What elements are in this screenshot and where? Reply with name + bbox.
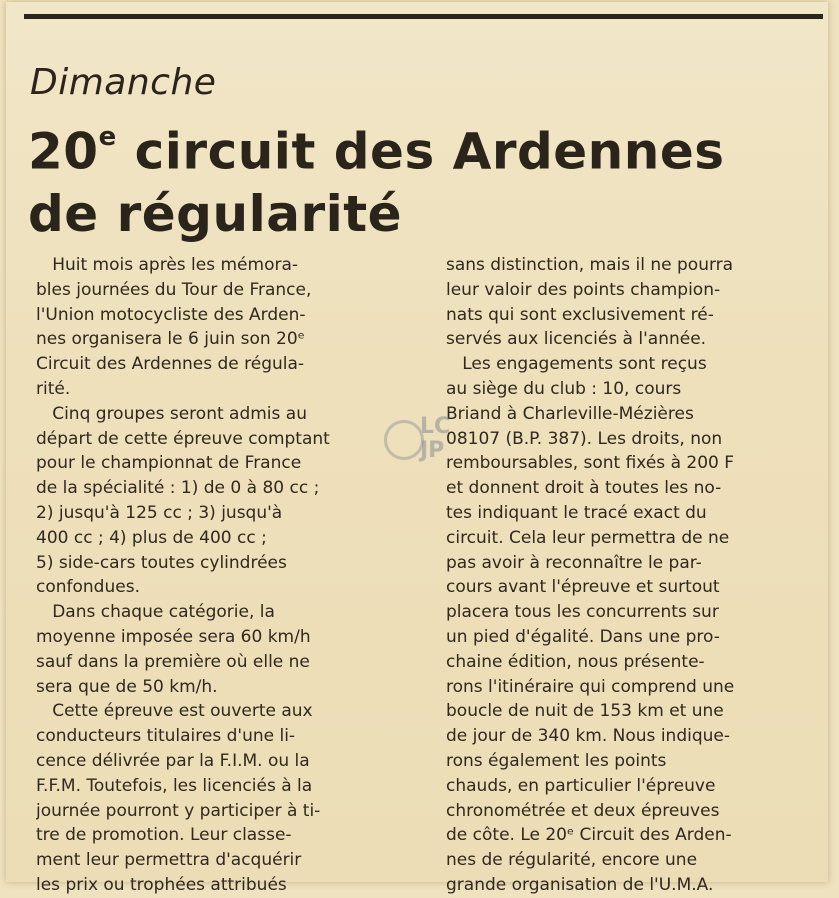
text-line: tre de promotion. Leur classe-: [36, 825, 292, 846]
text-line: F.F.M. Toutefois, les licenciés à la: [36, 775, 313, 796]
text-line: Circuit des Ardennes de régula-: [36, 354, 305, 375]
text-line: grande organisation de l'U.M.A.: [446, 874, 714, 895]
text-line: au siège du club : 10, cours: [446, 378, 682, 399]
text-line: 400 cc ; 4) plus de 400 cc ;: [36, 527, 267, 548]
text-line: placera tous les concurrents sur: [446, 602, 719, 623]
text-line: nes de régularité, encore une: [446, 850, 698, 871]
text-line: cours avant l'épreuve et surtout: [446, 577, 720, 598]
text-line: Dans chaque catégorie, la: [36, 602, 275, 623]
text-line: Briand à Charleville-Mézières: [446, 403, 694, 424]
text-line: chaine édition, nous présente-: [446, 651, 705, 672]
headline-line-2: de régularité: [28, 184, 403, 243]
text-line: remboursables, sont fixés à 200 F: [446, 453, 735, 474]
text-line: chronométrée et deux épreuves: [446, 800, 720, 821]
text-line: l'Union motocycliste des Arden-: [36, 304, 306, 325]
text-line: 2) jusqu'à 125 cc ; 3) jusqu'à: [36, 502, 283, 523]
text-line: de jour de 340 km. Nous indique-: [446, 726, 730, 747]
text-line: et donnent droit à toutes les no-: [446, 478, 722, 499]
headline-number: 20: [28, 122, 99, 181]
text-line: 08107 (B.P. 387). Les droits, non: [446, 428, 723, 449]
text-line: pas avoir à reconnaître le par-: [446, 552, 702, 573]
text-line: chauds, en particulier l'épreuve: [446, 775, 716, 796]
headline-line-1: [28, 112, 818, 183]
text-line: sauf dans la première où elle ne: [36, 651, 310, 672]
text-line: pour le championnat de France: [36, 453, 302, 474]
top-rule: [24, 14, 823, 19]
article-headline: [28, 112, 818, 245]
article-kicker: Dimanche: [30, 62, 217, 103]
text-line: de côte. Le 20ᵉ Circuit des Arden-: [446, 825, 732, 846]
text-line: servés aux licenciés à l'année.: [446, 329, 707, 350]
watermark-text-2: JP: [420, 438, 445, 463]
text-line: rons l'itinéraire qui comprend une: [446, 676, 735, 697]
text-line: sans distinction, mais il ne pourra: [446, 255, 734, 275]
text-line: Cette épreuve est ouverte aux: [36, 701, 313, 722]
watermark-ring: [384, 420, 424, 460]
article-column-right: [446, 253, 824, 898]
headline-text-1: circuit des Ardennes: [116, 122, 725, 181]
text-line: cence délivrée par la F.I.M. ou la: [36, 750, 310, 771]
text-line: sera que de 50 km/h.: [36, 676, 218, 697]
text-line: nes organisera le 6 juin son 20ᵉ: [36, 329, 305, 350]
text-line: conducteurs titulaires d'une li-: [36, 726, 296, 747]
text-line: confondues.: [36, 577, 140, 598]
text-line: nats qui sont exclusivement ré-: [446, 304, 714, 325]
text-line: rons également les points: [446, 750, 667, 771]
text-line: leur valoir des points champion-: [446, 279, 721, 300]
text-line: départ de cette épreuve comptant: [36, 428, 330, 449]
text-line: 5) side-cars toutes cylindrées: [36, 552, 287, 573]
text-line: journée pourront y participer à ti-: [36, 800, 321, 821]
article-column-left: [36, 253, 408, 898]
text-line: circuit. Cela leur permettra de ne: [446, 527, 730, 548]
text-line: un pied d'égalité. Dans une pro-: [446, 626, 720, 647]
text-line: les prix ou trophées attribués: [36, 874, 287, 895]
text-line: Les engagements sont reçus: [446, 354, 707, 375]
text-line: rité.: [36, 378, 71, 399]
text-line: moyenne imposée sera 60 km/h: [36, 626, 311, 647]
watermark-logo: [384, 414, 454, 474]
text-line: ment leur permettra d'acquérir: [36, 850, 302, 871]
text-line: boucle de nuit de 153 km et une: [446, 701, 724, 722]
headline-ordinal: e: [98, 122, 117, 152]
text-line: Cinq groupes seront admis au: [36, 403, 307, 424]
text-line: Huit mois après les mémora-: [36, 255, 299, 275]
watermark-text-1: LC: [420, 414, 451, 439]
text-line: tes indiquant le tracé exact du: [446, 502, 707, 523]
text-line: bles journées du Tour de France,: [36, 279, 312, 300]
text-line: de la spécialité : 1) de 0 à 80 cc ;: [36, 478, 320, 499]
